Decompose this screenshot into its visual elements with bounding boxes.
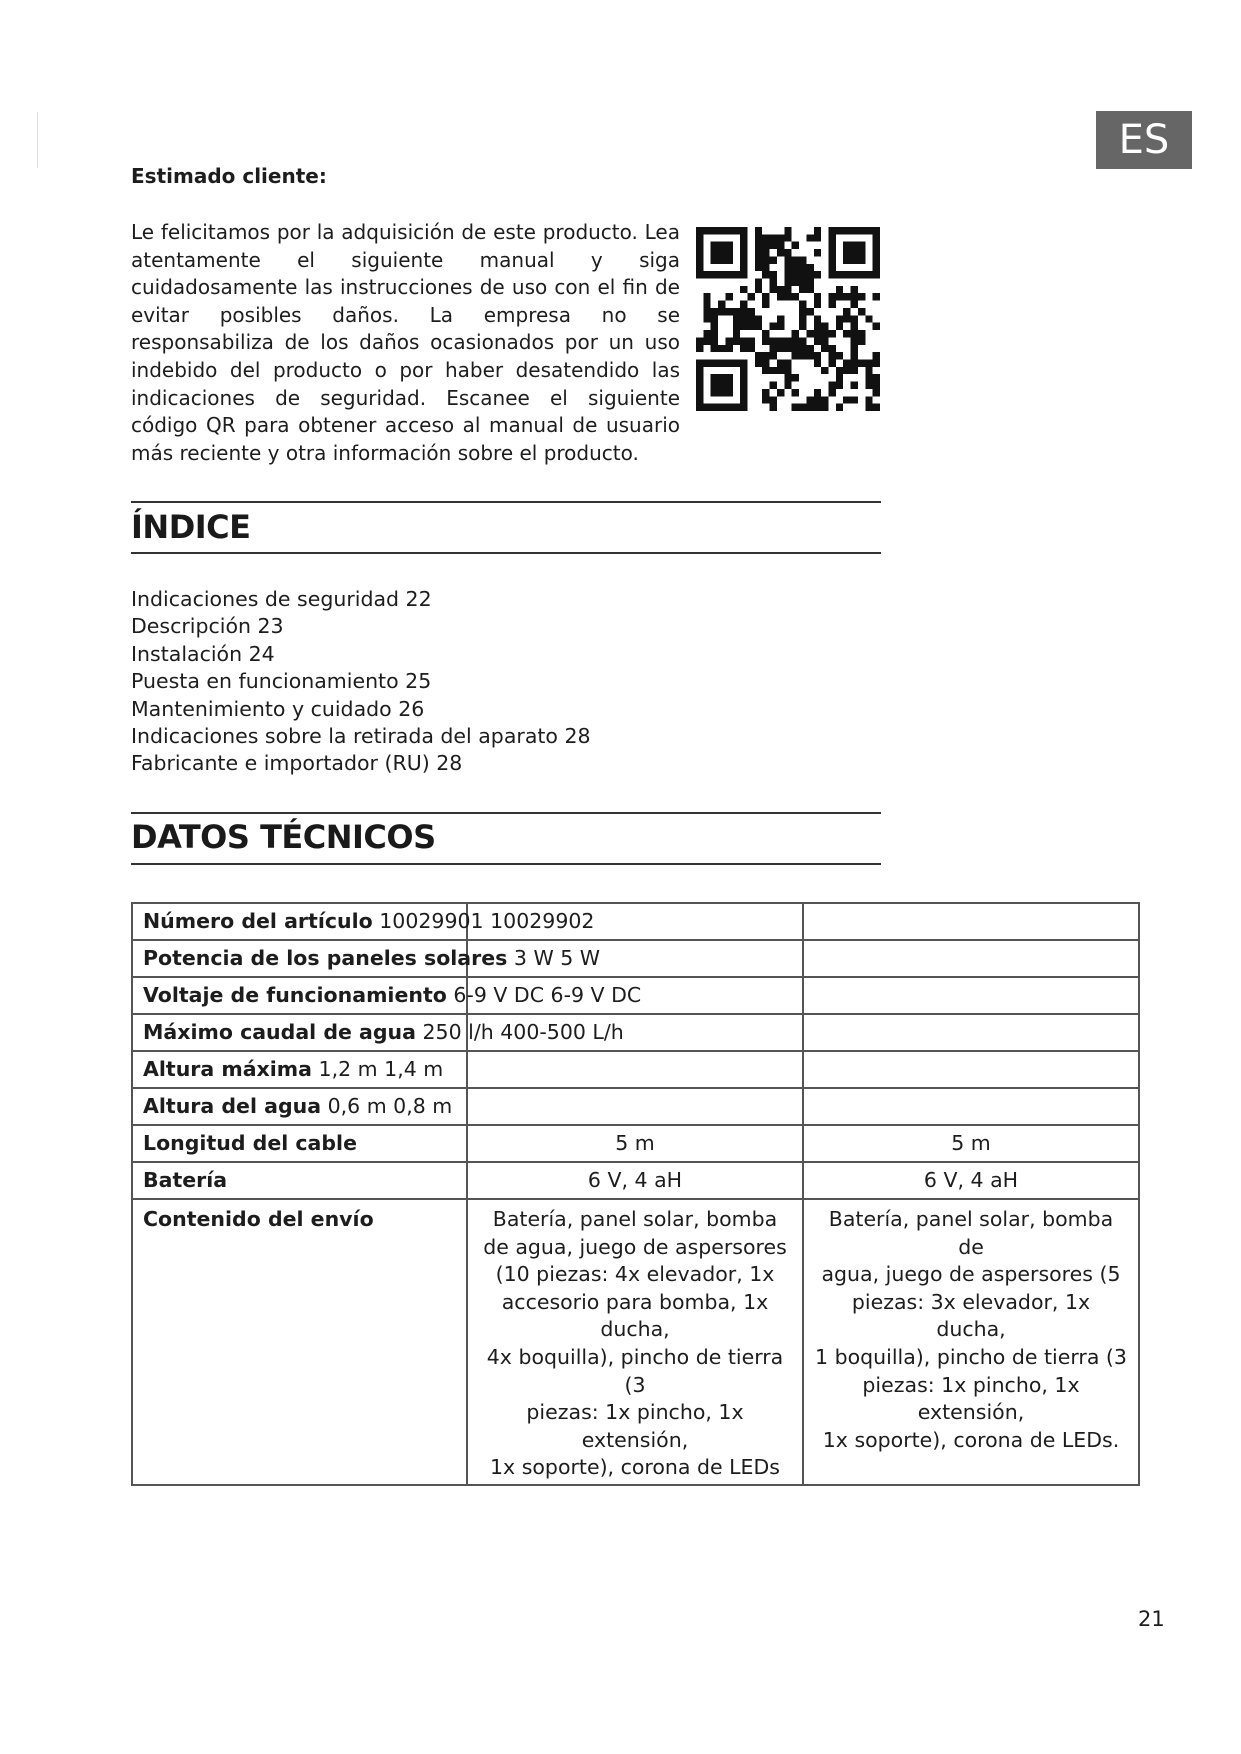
table-row	[132, 903, 1139, 940]
spec-label: Potencia de los paneles solares	[143, 946, 508, 970]
table-of-contents	[131, 586, 591, 778]
spec-cell	[132, 1088, 467, 1125]
empty-cell	[803, 977, 1139, 1014]
empty-cell	[467, 1051, 803, 1088]
content-line: 1x soporte), corona de LEDs	[490, 1455, 780, 1480]
specs-table	[131, 902, 1140, 1486]
spec-label: Contenido del envío	[132, 1199, 467, 1485]
spec-cell	[132, 1014, 624, 1051]
table-row	[132, 1162, 1139, 1199]
content-line: piezas: 1x pincho, 1x extensión,	[526, 1400, 744, 1452]
spec-label: Longitud del cable	[132, 1125, 467, 1162]
table-row	[132, 977, 1139, 1014]
empty-cell	[803, 1014, 1139, 1051]
table-row	[132, 1088, 1139, 1125]
qr-code	[696, 227, 880, 411]
spec-cell	[132, 940, 601, 977]
toc-top-rule	[131, 501, 881, 503]
spec-value: 6-9 V DC 6-9 V DC	[453, 983, 642, 1007]
table-row	[132, 940, 1139, 977]
spec-label: Número del artículo	[143, 909, 373, 933]
spec-cell	[132, 1051, 467, 1088]
spec-value: 250 l/h 400-500 L/h	[422, 1020, 624, 1044]
spec-value: 6 V, 4 aH	[803, 1162, 1139, 1199]
spec-label: Voltaje de funcionamiento	[143, 983, 447, 1007]
content-line: (10 piezas: 4x elevador, 1x	[495, 1262, 775, 1287]
spec-label: Altura del agua	[143, 1094, 322, 1118]
content-line: piezas: 3x elevador, 1x ducha,	[851, 1289, 1091, 1342]
content-line: piezas: 1x pincho, 1x extensión,	[862, 1372, 1080, 1425]
empty-cell	[803, 903, 1139, 940]
spec-cell	[132, 977, 642, 1014]
content-line: accesorio para bomba, 1x ducha,	[501, 1289, 769, 1342]
table-row	[132, 1051, 1139, 1088]
content-line: Batería, panel solar, bomba	[492, 1207, 778, 1231]
toc-title: ÍNDICE	[131, 508, 251, 546]
toc-item[interactable]: Indicaciones sobre la retirada del aparato 28	[131, 724, 591, 749]
table-row	[132, 1125, 1139, 1162]
toc-item[interactable]: Fabricante e importador (RU) 28	[131, 751, 463, 776]
content-line: 1 boquilla), pincho de tierra (3	[815, 1344, 1127, 1369]
toc-bottom-rule	[131, 552, 881, 554]
empty-cell	[803, 940, 1139, 977]
spec-value: 5 m	[803, 1125, 1139, 1162]
toc-item[interactable]: Indicaciones de seguridad 22	[131, 587, 432, 611]
toc-item[interactable]: Descripción 23	[131, 614, 284, 639]
empty-cell	[467, 1088, 803, 1125]
specs-bottom-rule	[131, 863, 881, 865]
spec-value: 5 m	[467, 1125, 803, 1162]
language-badge: ES	[1096, 111, 1192, 169]
spec-value	[803, 1199, 1139, 1485]
intro-paragraph: Le felicitamos por la adquisición de este producto. Lea atentamente el siguiente manual y siga cuidadosamente las instrucciones de uso con el fin de evitar posibles daños. La empresa no se responsabiliza de los daños ocasionados por un uso indebido del producto o por haber desatendido las indicaciones de seguridad. Escanee el siguiente código QR para obtener acceso al manual de usuario más reciente y otra información sobre el producto.	[131, 220, 680, 465]
spec-label: Batería	[132, 1162, 467, 1199]
spec-cell	[132, 903, 595, 940]
spec-value	[467, 1199, 803, 1485]
table-row	[132, 1014, 1139, 1051]
table-row	[132, 1199, 1139, 1485]
spec-value: 1,2 m 1,4 m	[318, 1057, 444, 1081]
spec-label: Máximo caudal de agua	[143, 1020, 416, 1044]
spec-value: 0,6 m 0,8 m	[327, 1094, 453, 1118]
content-line: Batería, panel solar, bomba de	[828, 1207, 1114, 1259]
page-number: 21	[1138, 1607, 1165, 1631]
toc-item[interactable]: Mantenimiento y cuidado 26	[131, 696, 425, 721]
spec-label: Altura máxima	[143, 1057, 313, 1081]
content-line: agua, juego de aspersores (5	[821, 1262, 1121, 1287]
margin-mark	[37, 112, 38, 168]
empty-cell	[803, 1051, 1139, 1088]
content-line: de agua, juego de aspersores	[483, 1234, 787, 1259]
greeting-heading: Estimado cliente:	[131, 164, 327, 188]
content-line: 1x soporte), corona de LEDs.	[822, 1427, 1120, 1452]
toc-item[interactable]: Puesta en funcionamiento 25	[131, 669, 432, 694]
spec-value: 3 W 5 W	[513, 946, 601, 970]
specs-title: DATOS TÉCNICOS	[131, 818, 436, 856]
specs-top-rule	[131, 812, 881, 814]
spec-value: 10029901 10029902	[379, 909, 595, 933]
toc-item[interactable]: Instalación 24	[131, 641, 275, 666]
spec-value: 6 V, 4 aH	[467, 1162, 803, 1199]
content-line: 4x boquilla), pincho de tierra (3	[486, 1344, 784, 1397]
empty-cell	[803, 1088, 1139, 1125]
